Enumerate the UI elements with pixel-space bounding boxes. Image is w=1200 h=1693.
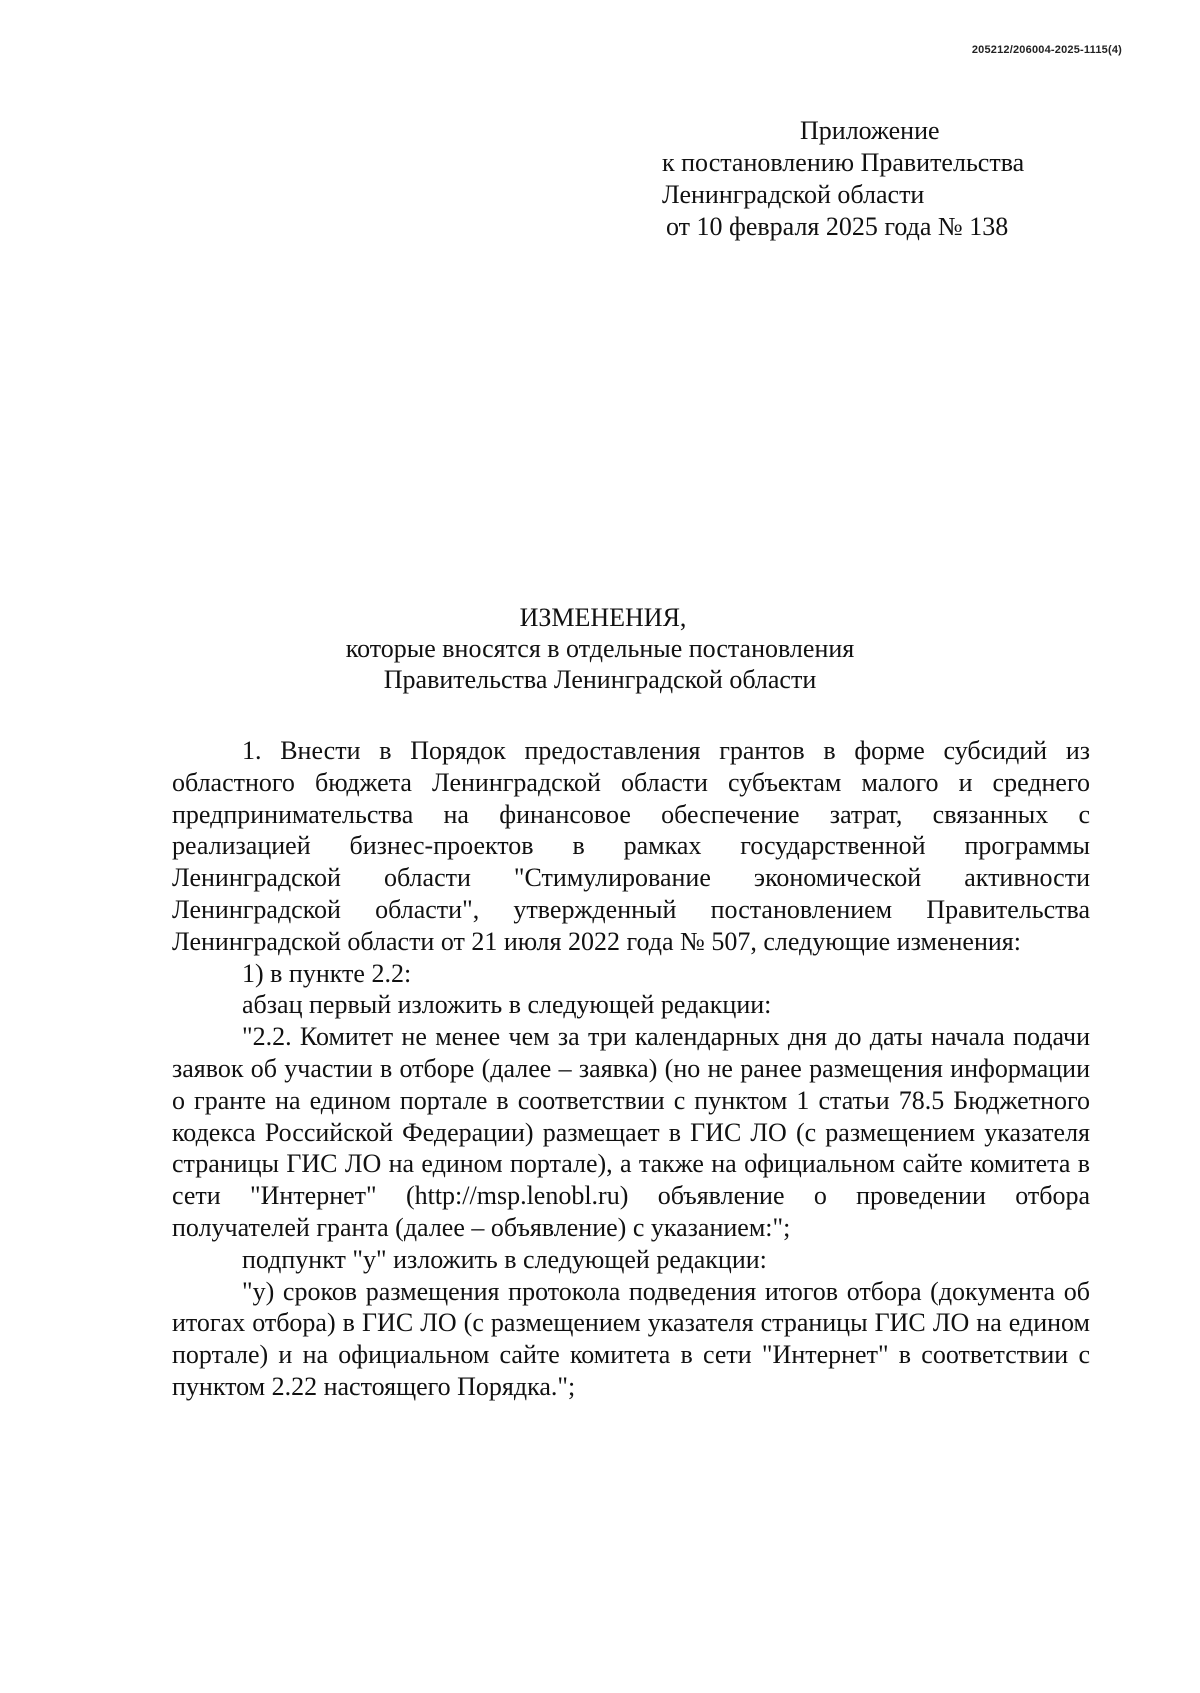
document-heading	[0, 602, 1200, 695]
appendix-block	[662, 115, 1132, 243]
document-registration-code: 205212/206004-2025-1115(4)	[971, 44, 1122, 56]
paragraph-clause-2-2-text: "2.2. Комитет не менее чем за три календарных дня до даты начала подачи заявок об участии в отборе (далее – заявка) (но не ранее размещения информации о гранте на едином портале в соответствии с пунктом 1 статьи 78.5 Бюджетного кодекса Российской Федерации) размещает в ГИС ЛО (с размещением указателя страницы ГИС ЛО на едином портале), а также на официальном сайте комитета в сети "Интернет" (http://msp.lenobl.ru) объявление о проведении отбора получателей гранта (далее – объявление) с указанием:";	[172, 1022, 1090, 1242]
appendix-line-2: к постановлению Правительства	[662, 148, 1025, 177]
paragraph-instruction-1: абзац первый изложить в следующей редакции:	[242, 990, 772, 1020]
heading-title: ИЗМЕНЕНИЯ,	[519, 603, 687, 632]
paragraph-subclause-u-text: "у) сроков размещения протокола подведения итогов отбора (документа об итогах отбора) в ГИС ЛО (с размещением указателя страницы ГИС ЛО на едином портале) и на официальном сайте комитета в сети "Интернет" в соответствии с пунктом 2.22 настоящего Порядка.";	[172, 1276, 1090, 1401]
heading-subtitle-line-1: которые вносятся в отдельные постановления	[345, 634, 855, 663]
paragraph-instruction-2: подпункт "у" изложить в следующей редакции:	[242, 1244, 767, 1274]
document-body	[172, 735, 1090, 1403]
appendix-date-number: от 10 февраля 2025 года № 138	[666, 212, 1009, 241]
paragraph-clause-2-2: 1) в пункте 2.2:	[242, 958, 412, 988]
paragraph-item-1: 1. Внести в Порядок предоставления грантов в форме субсидий из областного бюджета Ленинградской области субъектам малого и среднего предпринимательства на финансовое обеспечение затрат, связанных с реализацией бизнес-проектов в рамках государственной программы Ленинградской области "Стимулирование экономической активности Ленинградской области", утвержденный постановлением Правительства Ленинградской области от 21 июля 2022 года № 507, следующие изменения:	[172, 736, 1090, 956]
appendix-line-3: Ленинградской области	[662, 180, 925, 209]
appendix-title: Приложение	[800, 116, 940, 145]
heading-subtitle-line-2: Правительства Ленинградской области	[383, 665, 817, 694]
